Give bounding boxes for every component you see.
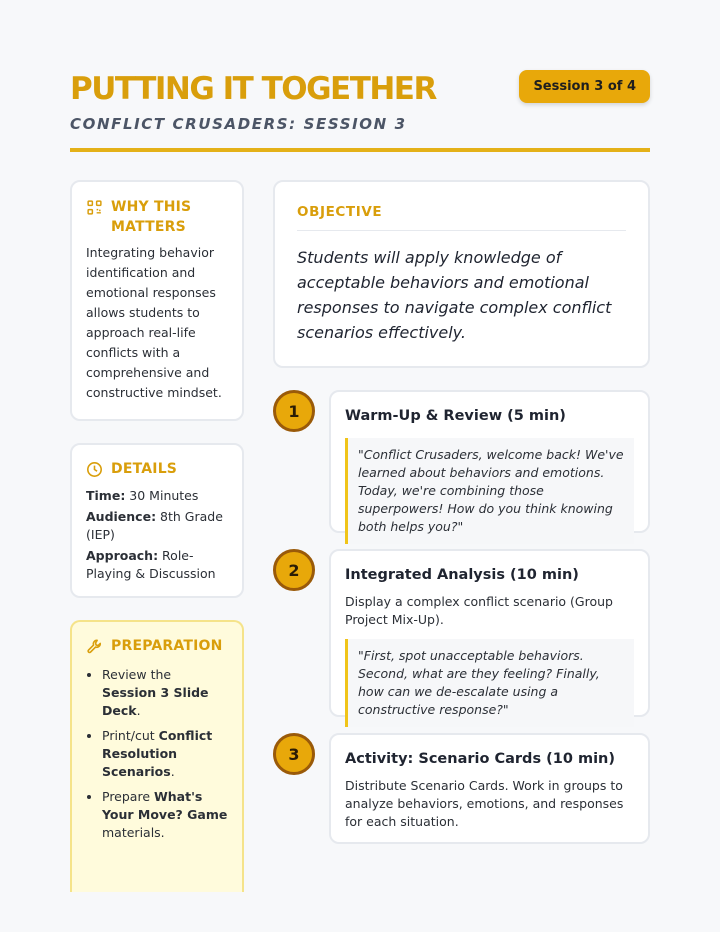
step-description: Display a complex conflict scenario (Group Project Mix-Up). (345, 594, 613, 627)
step-title: Integrated Analysis (10 min) (345, 567, 579, 583)
page-header (70, 70, 650, 133)
why-title-row (86, 197, 228, 237)
prep-item: • Prepare What's Your Move? Game materials. (102, 788, 228, 842)
details-body (86, 487, 228, 583)
prep-title: PREPARATION (111, 638, 223, 654)
objective-text: Students will apply knowledge of acceptable behaviors and emotional responses to navigate complex conflict scenarios effectively. (297, 248, 612, 342)
step-quote: "First, spot unacceptable behaviors. Second, what are they feeling? Finally, how can we de-escalate using a constructive response?" (345, 639, 634, 727)
step-number-badge: 1 (273, 390, 315, 432)
details-approach (86, 547, 228, 583)
header-divider (70, 148, 650, 152)
step-description: Distribute Scenario Cards. Work in groups to analyze behaviors, emotions, and responses for each situation. (345, 778, 624, 829)
page-subtitle: CONFLICT CRUSADERS: SESSION 3 (70, 115, 407, 133)
objective-card (273, 180, 650, 368)
qr-code-icon (86, 199, 103, 216)
step-title: Warm-Up & Review (5 min) (345, 408, 566, 424)
details-title: DETAILS (111, 461, 178, 477)
audience-value: 8th Grade (IEP) (86, 509, 223, 542)
session-badge: Session 3 of 4 (519, 70, 650, 103)
page-title: PUTTING IT TOGETHER (70, 71, 436, 107)
approach-value: Role-Playing & Discussion (86, 548, 216, 581)
objective-label: OBJECTIVE (297, 204, 626, 231)
step-quote: "Conflict Crusaders, welcome back! We've learned about behaviors and emotions. Today, we're combining those superpowers! How do you think knowing both helps you?" (345, 438, 634, 544)
step-title: Activity: Scenario Cards (10 min) (345, 751, 615, 767)
step-card-integrated-analysis (329, 549, 650, 717)
audience-label: Audience: (86, 509, 157, 524)
time-label: Time: (86, 488, 126, 503)
prep-title-row (86, 636, 228, 656)
why-this-matters-card (70, 180, 244, 421)
wrench-icon (86, 638, 103, 655)
why-body: Integrating behavior identification and emotional responses allows students to approach real-life conflicts with a comprehensive and constructive mindset. (86, 245, 222, 400)
clock-icon (86, 461, 103, 478)
step-number-badge: 2 (273, 549, 315, 591)
step-number-badge: 3 (273, 733, 315, 775)
step-card-warm-up (329, 390, 650, 533)
details-audience (86, 508, 228, 544)
why-title: WHY THIS MATTERS (111, 199, 192, 235)
details-time (86, 487, 228, 505)
prep-item: • Print/cut Conflict Resolution Scenarios. (102, 727, 228, 781)
details-card (70, 443, 244, 598)
step-card-scenario-cards (329, 733, 650, 844)
time-value: 30 Minutes (125, 488, 199, 503)
approach-label: Approach: (86, 548, 159, 563)
preparation-card (70, 620, 244, 892)
prep-list (86, 666, 228, 842)
prep-item: • Review the Session 3 Slide Deck. (102, 666, 228, 720)
details-title-row (86, 459, 228, 479)
